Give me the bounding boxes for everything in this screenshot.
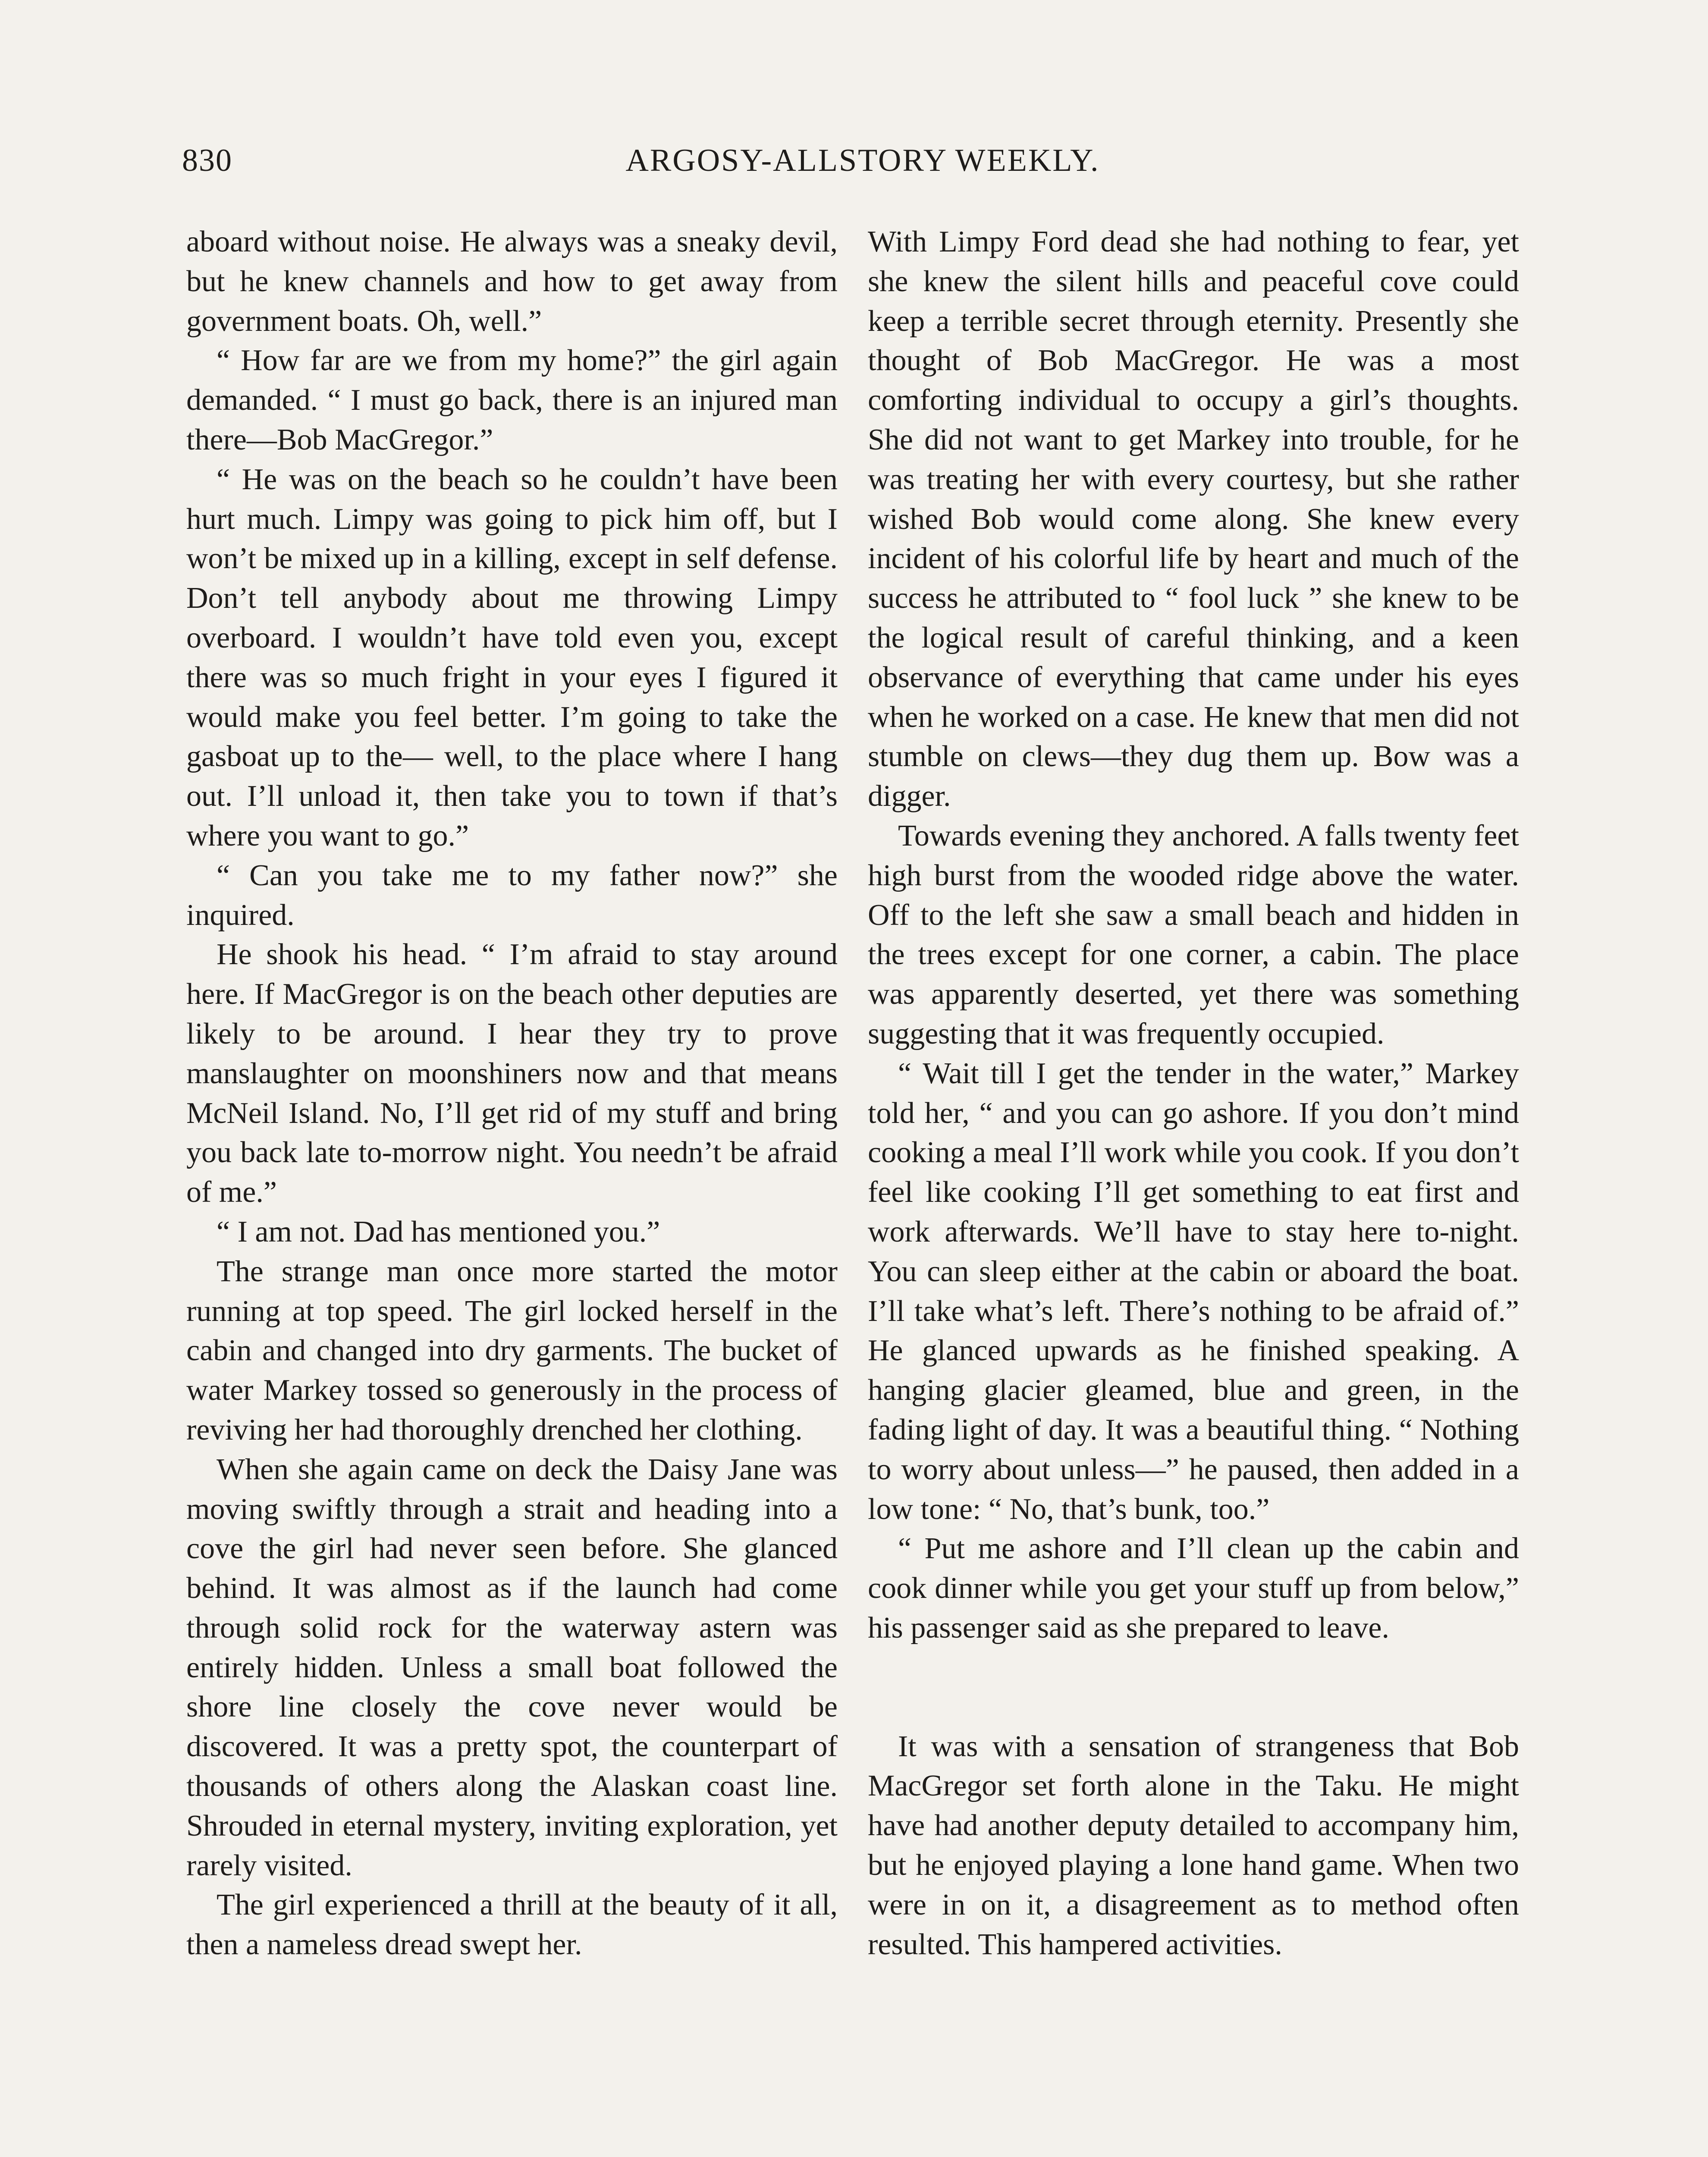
paragraph: “ He was on the beach so he couldn’t have been hurt much. Limpy was going to pick him off, but I won’t be mixed up in a killing, except in self defense. Don’t tell anybody about me throwing Limpy overboard. I wouldn’t have told even you, except there was so much fright in your eyes I figured it would make you feel better. I’m going to take the gasboat up to the— well, to the place where I hang out. I’ll unload it, then take you to town if that’s where you want to go.” <box>186 462 838 852</box>
paragraph: The strange man once more started the motor running at top speed. The girl locked herself in the cabin and changed into dry garments. The bucket of water Markey tossed so generously in the process of reviving her had thoroughly drenched her clothing. <box>186 1255 838 1446</box>
running-title: ARGOSY-ALLSTORY WEEKLY. <box>625 143 1100 178</box>
paragraph: “ Wait till I get the tender in the water,” Markey told her, “ and you can go ashore. If you don’t mind cooking a meal I’ll work while you cook. If you don’t feel like cooking I’ll get something to eat first and work afterwards. We’ll have to stay here to-night. You can sleep either at the cabin or aboard the boat. I’ll take what’s left. There’s nothing to be afraid of.” He glanced upwards as he finished speaking. A hanging glacier gleamed, blue and green, in the fading light of day. It was a beautiful thing. “ Nothing to worry about unless—” he paused, then added in a low tone: “ No, that’s bunk, too.” <box>868 1056 1519 1526</box>
paragraph: He shook his head. “ I’m afraid to stay around here. If MacGregor is on the beach other deputies are likely to be around. I hear they try to prove manslaughter on moonshiners now and that means McNeil Island. No, I’ll get rid of my stuff and bring you back late to-morrow night. You needn’t be afraid of me.” <box>186 938 838 1209</box>
paragraph: The girl experienced a thrill at the beauty of it all, then a nameless dread swept her. <box>186 1888 838 1962</box>
paragraph: aboard without noise. He always was a sneaky devil, but he knew channels and how to get away from government boats. Oh, well.” <box>186 225 838 338</box>
paragraph: With Limpy Ford dead she had nothing to fear, yet she knew the silent hills and peaceful cove could keep a terrible secret through eternity. Presently she thought of Bob MacGregor. He was a most comforting individual to occupy a girl’s thoughts. She did not want to get Markey into trouble, for he was treating her with every courtesy, but she rather wished Bob would come along. She knew every incident of his colorful life by heart and much of the success he attributed to “ fool luck ” she knew to be the logical result of careful thinking, and a keen observance of everything that came under his eyes when he worked on a case. He knew that men did not stumble on clews—they dug them up. Bow was a digger. <box>868 225 1519 813</box>
paragraph: It was with a sensation of strangeness that Bob MacGregor set forth alone in the Taku. He might have had another deputy detailed to accompany him, but he enjoyed playing a lone hand game. When two were in on it, a disagreement as to method often resulted. This hampered activities. <box>868 1729 1519 1961</box>
paragraph: “ Can you take me to my father now?” she inquired. <box>186 858 838 932</box>
left-column <box>186 222 838 1965</box>
right-column <box>868 222 1519 1964</box>
paragraph: Towards evening they anchored. A falls twenty feet high burst from the wooded ridge above the water. Off to the left she saw a small beach and hidden in the trees except for one corner, a cabin. The place was apparently deserted, yet there was something suggesting that it was frequently occupied. <box>868 819 1519 1050</box>
paragraph: “ How far are we from my home?” the girl again demanded. “ I must go back, there is an injured man there—Bob MacGregor.” <box>186 344 838 456</box>
paragraph: “ Put me ashore and I’ll clean up the cabin and cook dinner while you get your stuff up from below,” his passenger said as she prepared to leave. <box>868 1532 1519 1644</box>
paragraph: When she again came on deck the Daisy Jane was moving swiftly through a strait and heading into a cove the girl had never seen before. She glanced behind. It was almost as if the launch had come through solid rock for the waterway astern was entirely hidden. Unless a small boat followed the shore line closely the cove never would be discovered. It was a pretty spot, the counterpart of thousands of others along the Alaskan coast line. Shrouded in eternal mystery, inviting exploration, yet rarely visited. <box>186 1453 838 1882</box>
paragraph: “ I am not. Dad has mentioned you.” <box>217 1215 660 1248</box>
page-number: 830 <box>182 143 232 178</box>
